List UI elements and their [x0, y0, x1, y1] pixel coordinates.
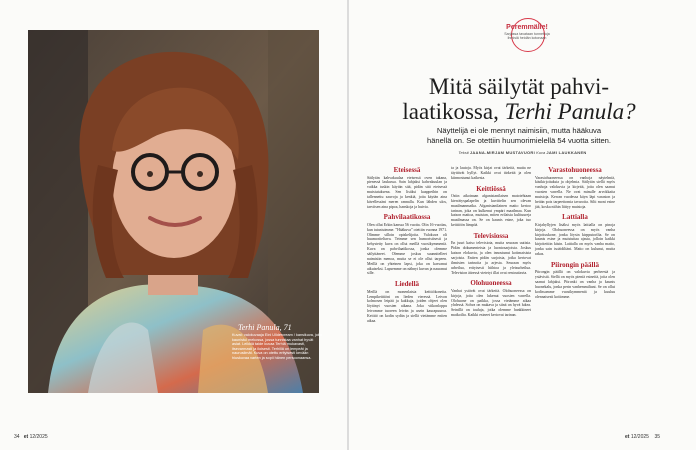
paragraph: Ostin aikoinaan afganistanilaisen matotehtaan kierrätyspalapelin ja kuvittelin sen olevan maailmanmatka. Afganistanilainen matto kertoo tarinan, joka on kulkenut ympäri maailmaa. Kun katson mattoa, muistan, miten erilaisia kulttuureja maailmassa on. Se on kaunis esine, joka tuo keittiöön lämpöä. — [451, 194, 531, 228]
heading-keittiossa: Keittiössä — [476, 184, 506, 193]
article-headline — [369, 74, 669, 124]
paragraph: Olen ollut Erkin kanssa 56 vuotta. Olin 16-vuotias, kun tutustuimme. ”Hääkuva” otettiin vuonna 1971. Olimme silloin opiskelijoita. Valokuva oli huumoriteltava. Teimme sen humoristisesti ja kehystetty kuva on ollut meillä vuosikymmeniä. Kuva on pahvilaatikossa, jonka olemme säilyttäneet. Olemme joskus suunnitelleet naimisiin menoa, mutta se ei ole ollut tarpeen. Meillä on yhteinen lapsi, joka on kasvanut aikuiseksi. Lapsemme on nähnyt kuvan ja nauranut sille. — [367, 222, 447, 276]
badge-title: Peremmälle! — [506, 24, 548, 31]
right-folio — [625, 434, 660, 440]
byline — [349, 150, 696, 155]
paragraph: En juuri katso televisiota, mutta seuraan uutisia. Pidän dokumenteista ja luontosarjoista. Joskus katson elokuvia, ja olen innostunut kotimaisista sarjoista. Eniten pidän sarjoista, jotka kertovat ihmisten tarinoita ja arjesta. Seuraan myös urheilua, erityisesti hiihtoa ja yleisurheilua. Television ääressä vietetyt illat ovat rentouttavia. — [451, 241, 531, 275]
credit-photo-name: JAMI LAUKKANEN — [546, 150, 587, 155]
paragraph: Säilytän kahvakuulaa eteisessä oven takana, pienessä laukussa. Sain lahjaksi kahvakuulan ja vaikka tuskin käytän sitä, pidän sitä eteisessä muistutuksena. Sen lisäksi kaappeihin on tallennettu sauvoja ja kenkiä, joita käytän aina kävellessäni meren rannalla. Kun lähden ulos, tarvitsen aina pipoa, hanskoja ja huivia. — [367, 175, 447, 209]
column-1 — [367, 166, 447, 328]
paragraph: Kirjahyllyjen lisäksi myös lattialla on pinoja kirjoja. Olohuoneessa on myös vanha kirjoituskone, jonka löysin kirpputorilta. Se on kaunis esine ja muistuttaa ajasta, jolloin kaikki kirjoitettiin käsin. Lattialla on myös vanha matto, jonka sain isoäidiltäni. Matto on kulunut, mutta rakas. — [535, 222, 615, 256]
heading-varastohuoneessa: Varastohuoneessa — [548, 166, 602, 174]
section-badge — [491, 20, 563, 40]
headline-italic: Terhi Panula? — [504, 99, 636, 124]
headline-plain: laatikossa, — [402, 99, 505, 124]
paragraph: Meillä on monenlaisia keittiökoneita. Lempikeittiöni on lieden vieressä. Leivon kolmosen leipää ja kakkuja, joiden ohjeet olen löytänyt vuosien aikana. Joka viikonloppu leivomme tuoreen leivän ja usein kaurapuuroa. Keittiö on kodin sydän ja siellä vietämme eniten aikaa. — [367, 289, 447, 323]
heading-pahvilaatikossa: Pahvilaatikossa — [383, 213, 431, 222]
left-folio-issue: 12/2025 — [29, 434, 48, 440]
column-3 — [535, 166, 615, 303]
left-folio-number: 34 — [14, 434, 20, 440]
right-page — [349, 0, 696, 450]
headline-line-2 — [369, 99, 669, 124]
right-folio-issue: 12/2025 — [630, 434, 649, 440]
photo-caption: Kuvat: valokuvaaja Eini Ulldercream / kansikuva, joka kaunistui mekossa, jossa tunnistaa vanhat hyvät asiat. Leikkiä taide kuvaa Terhiä mukavasti, itsevarmasti ja iloisesti. Terhillä on lempeät ja naurusilmät. Kuva on otettu erityisesti kevään hiuskuvaa varten ja sopii hänen persoonaansa. — [232, 333, 322, 360]
heading-liedella: Liedellä — [394, 280, 420, 289]
caption-name: Terhi Panula, 71 — [238, 323, 292, 332]
heading-televisiossa: Televisiossa — [473, 231, 509, 240]
heading-lattialla: Lattialla — [562, 213, 588, 222]
paragraph: ta ja lautoja. Myös kirjat ovat tärkeitä, mutta ne täyttävät hyllyt. Kaikki ovat tärkeitä ja olen kiinnostunut kaikesta. — [451, 166, 531, 180]
right-folio-number: 35 — [654, 434, 661, 440]
heading-eteisessa: Eteisessä — [393, 166, 421, 174]
paragraph: Piirongin päällä on valokuvia perheestä ja ystävistä. Siellä on myös pieniä esineitä, joita olen saanut lahjaksi. Piironki on vanha ja kaunis huonekalu, jonka perin vanhemmiltani. Se on ollut kodissamme vuosikymmeniä ja kuuluu olennaisesti kotiimme. — [535, 270, 615, 299]
heading-piirongin-paalla: Piirongin päällä — [551, 260, 599, 269]
credit-text-name: JAANA-MIRJAM MUSTAVUORI — [469, 150, 536, 155]
column-2 — [451, 166, 531, 322]
lede-line-2: hänellä on. Se otettiin huumorimielellä 54 vuotta sitten. — [426, 135, 612, 145]
badge-subtitle: Sarjassa tavataan tunnettuja ihmisiä heidän kotonaan — [504, 32, 550, 41]
paragraph: Vanhat ystävät ovat tärkeitä. Olohuoneessa on kirjoja, joita olen lukenut vuosien varrella. Olohuone on paikka, jossa vietämme aikaa yhdessä. Sohva on mukava ja siinä on hyvä lukea. Seinillä on tauluja, jotka olemme hankkineet matkoilta. Kaikki esineet kertovat tarinan. — [451, 288, 531, 318]
heading-olohuoneessa: Olohuoneessa — [470, 279, 512, 288]
credit-photo-label: Kuva — [536, 150, 546, 155]
paragraph: Varastohuoneessa on vanhoja näytelmiä, käsikirjoituksia ja ohjelmia. Säilytän siellä myös vanhoja valokuvia ja kirjeitä, joita olen saanut vuosien varrella. Ne ovat minulle arvokkaita muistoja. Kerran vuodessa käyn läpi varaston ja heitän pois tarpeettomia tavaroita. Silti moni esine jää, koska niihin liittyy muistoja. — [535, 175, 615, 209]
lede-line-1: Näyttelijä ei ole mennyt naimisiin, mutta hääkuva — [436, 126, 602, 135]
article-lede — [379, 126, 659, 145]
right-folio-mag: et — [625, 434, 630, 440]
left-page — [0, 0, 347, 450]
left-folio — [14, 434, 48, 440]
left-folio-mag: et — [23, 434, 29, 440]
credit-text-label: Teksti — [458, 150, 469, 155]
headline-line-1: Mitä säilytät pahvi- — [428, 74, 610, 99]
